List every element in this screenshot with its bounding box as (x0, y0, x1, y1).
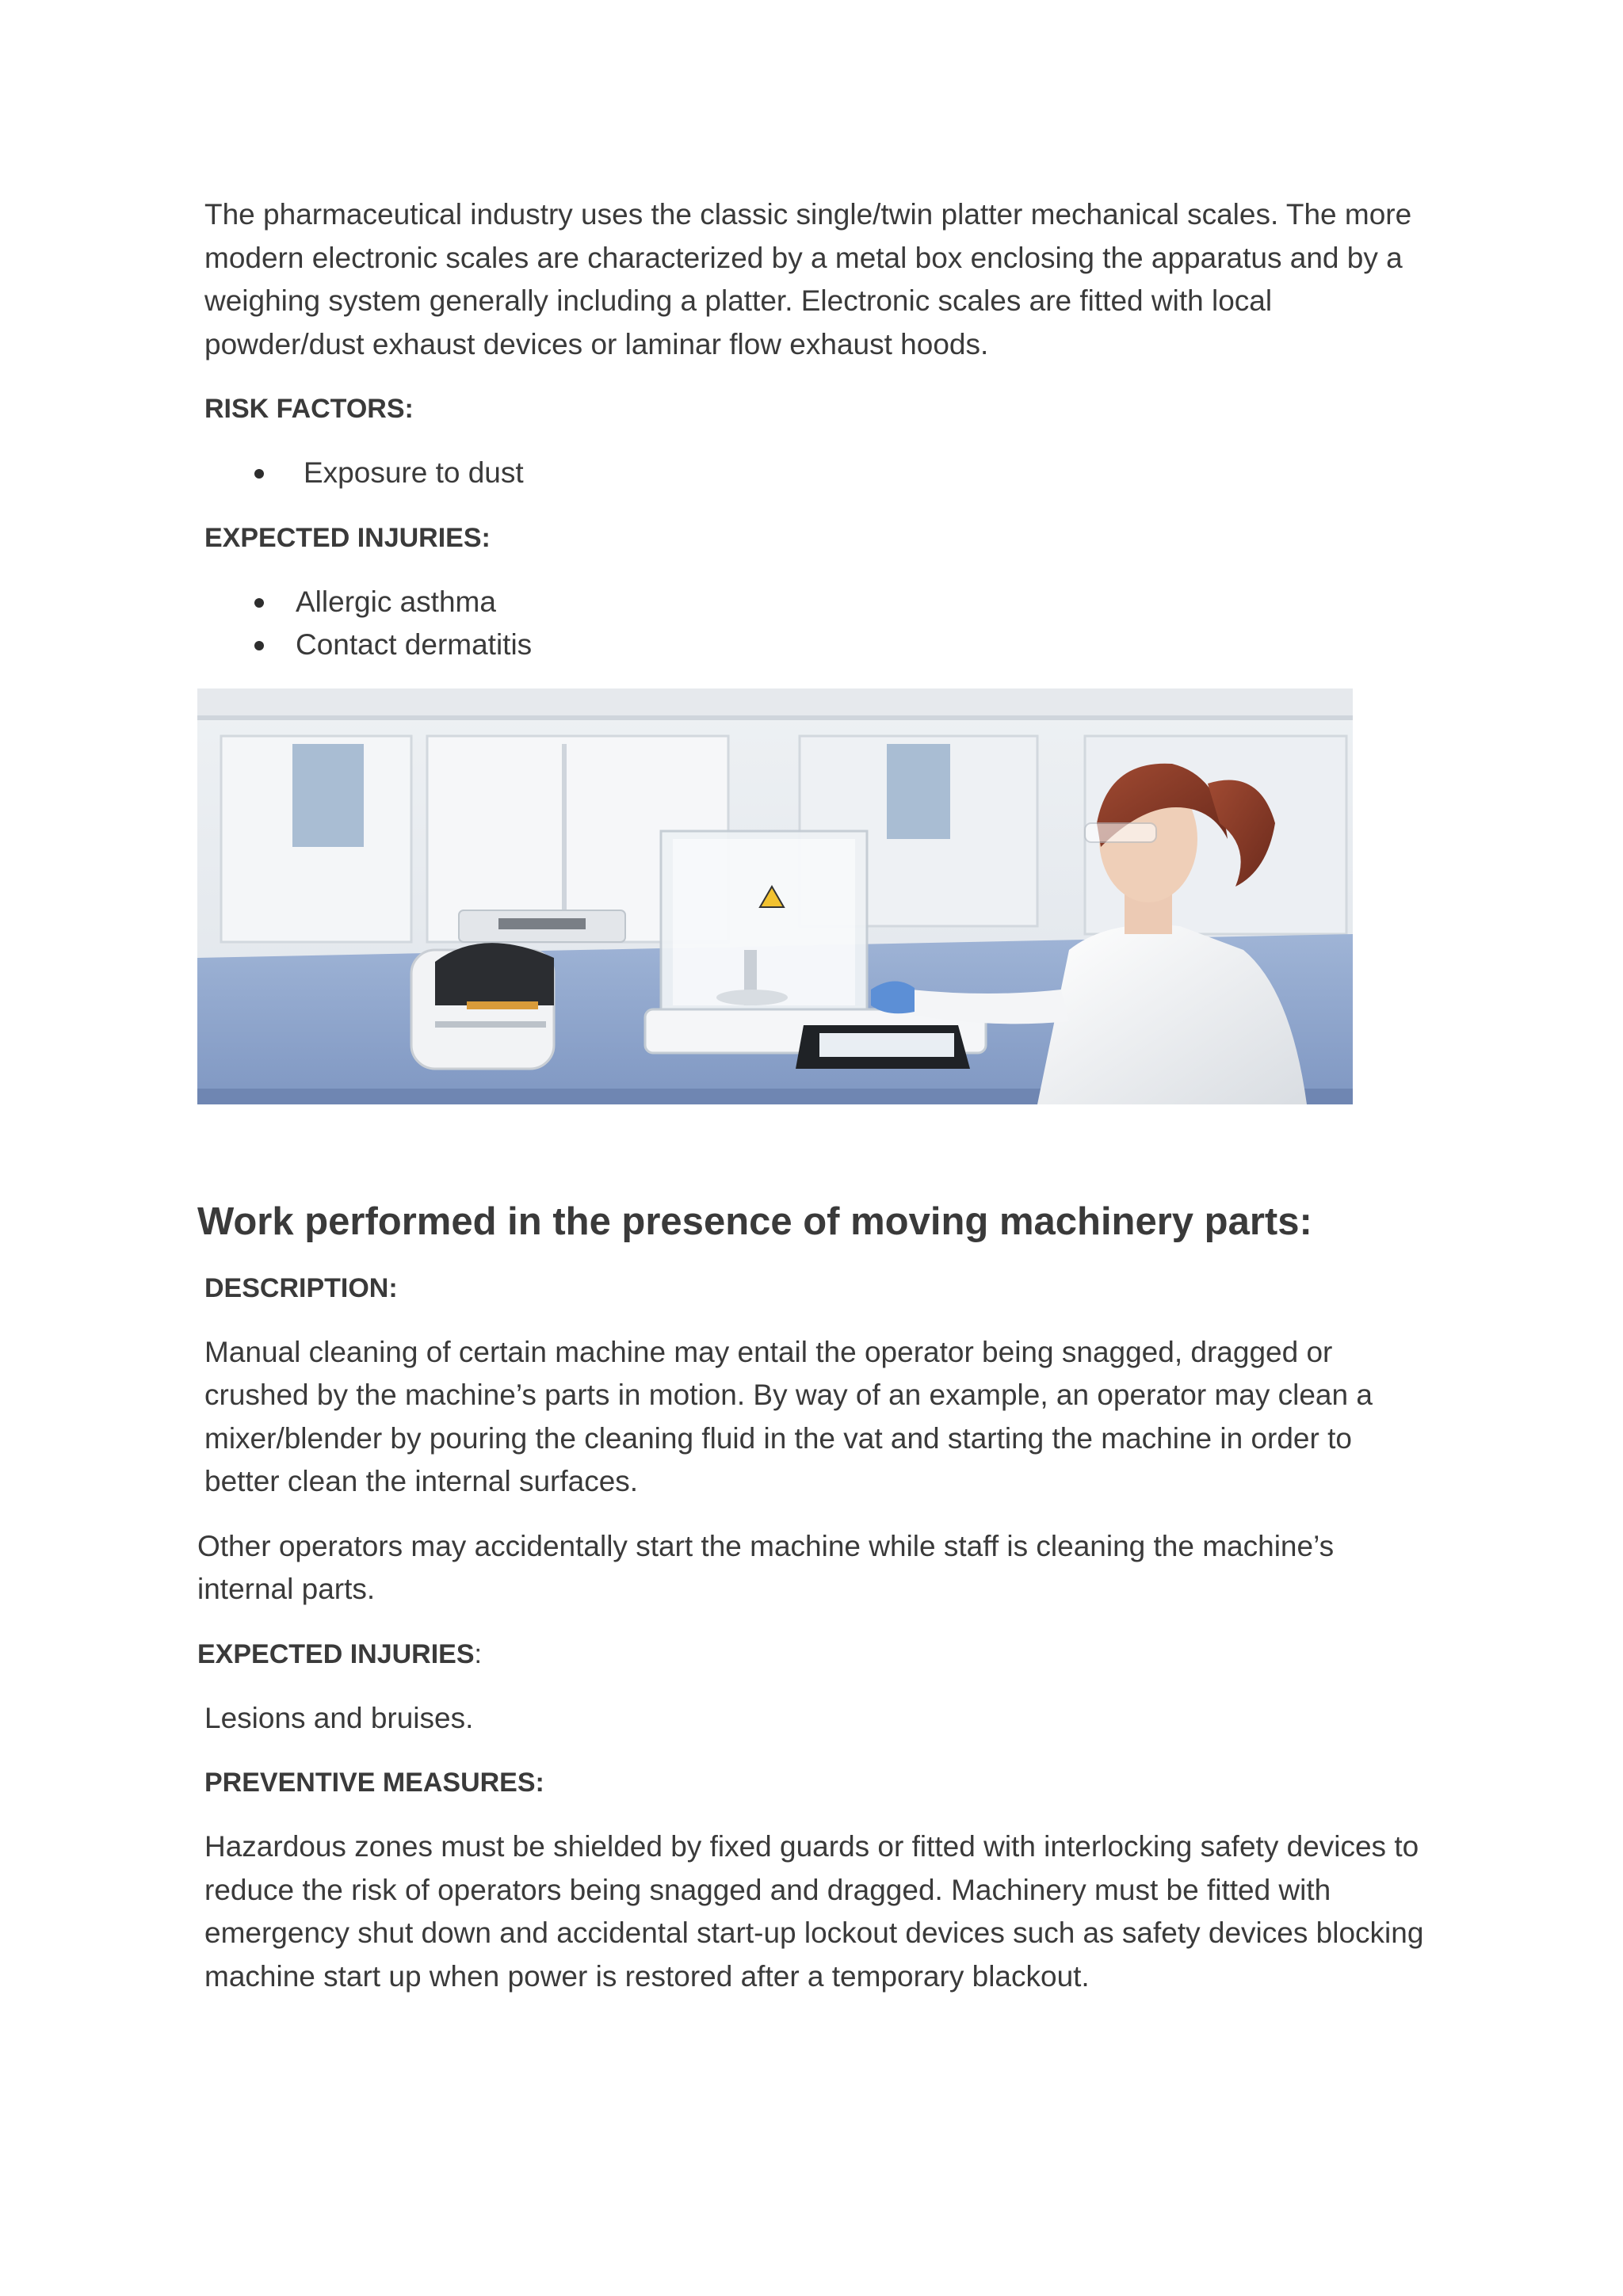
expected-injuries-text: Lesions and bruises. (204, 1701, 474, 1734)
lab-scale-illustration (197, 688, 1353, 1104)
expected-injuries-line (197, 1633, 1434, 1676)
printer (411, 943, 554, 1069)
section-heading: Work performed in the presence of moving machinery parts: (197, 1199, 1312, 1243)
expected-injuries-label: EXPECTED INJURIES: (204, 522, 491, 553)
description-paragraph-1: Manual cleaning of certain machine may entail the operator being snagged, dragged or crushed by the machine’s parts in motion. By way of an example, an operator may clean a mixer/blender by pouring the cleaning fluid in the vat and starting the machine in order to better clean the internal surfaces. (204, 1335, 1373, 1497)
risk-factors-list (197, 452, 1434, 495)
list-item: Allergic asthma (197, 581, 1434, 624)
expected-injuries-colon: : (474, 1638, 482, 1669)
expected-injuries-label-2: EXPECTED INJURIES (197, 1638, 475, 1669)
list-item: Contact dermatitis (197, 624, 1434, 667)
expected-injuries-list (197, 581, 1434, 667)
preventive-measures-label: PREVENTIVE MEASURES: (204, 1768, 544, 1798)
lab-scale-photo (197, 688, 1353, 1104)
list-item: Exposure to dust (197, 452, 1434, 495)
description-label: DESCRIPTION: (204, 1272, 398, 1303)
intro-paragraph: The pharmaceutical industry uses the classic single/twin platter mechanical scales. The more modern electronic scales are characterized by a metal box enclosing the apparatus and by a weighing system generally including a platter. Electronic scales are fitted with local powder/dust exhaust devices or laminar flow exhaust hoods. (204, 198, 1412, 360)
document-body (197, 193, 1434, 2019)
preventive-measures-paragraph: Hazardous zones must be shielded by fixed guards or fitted with interlocking safety devices to reduce the risk of operators being snagged and dragged. Machinery must be fitted with emergency shut down and accidental start-up lockout devices such as safety devices blocking machine start up when power is restored after a temporary blackout. (204, 1830, 1424, 1993)
risk-factors-label: RISK FACTORS: (204, 394, 414, 424)
description-paragraph-2: Other operators may accidentally start the machine while staff is cleaning the machine’s internal parts. (197, 1529, 1335, 1605)
